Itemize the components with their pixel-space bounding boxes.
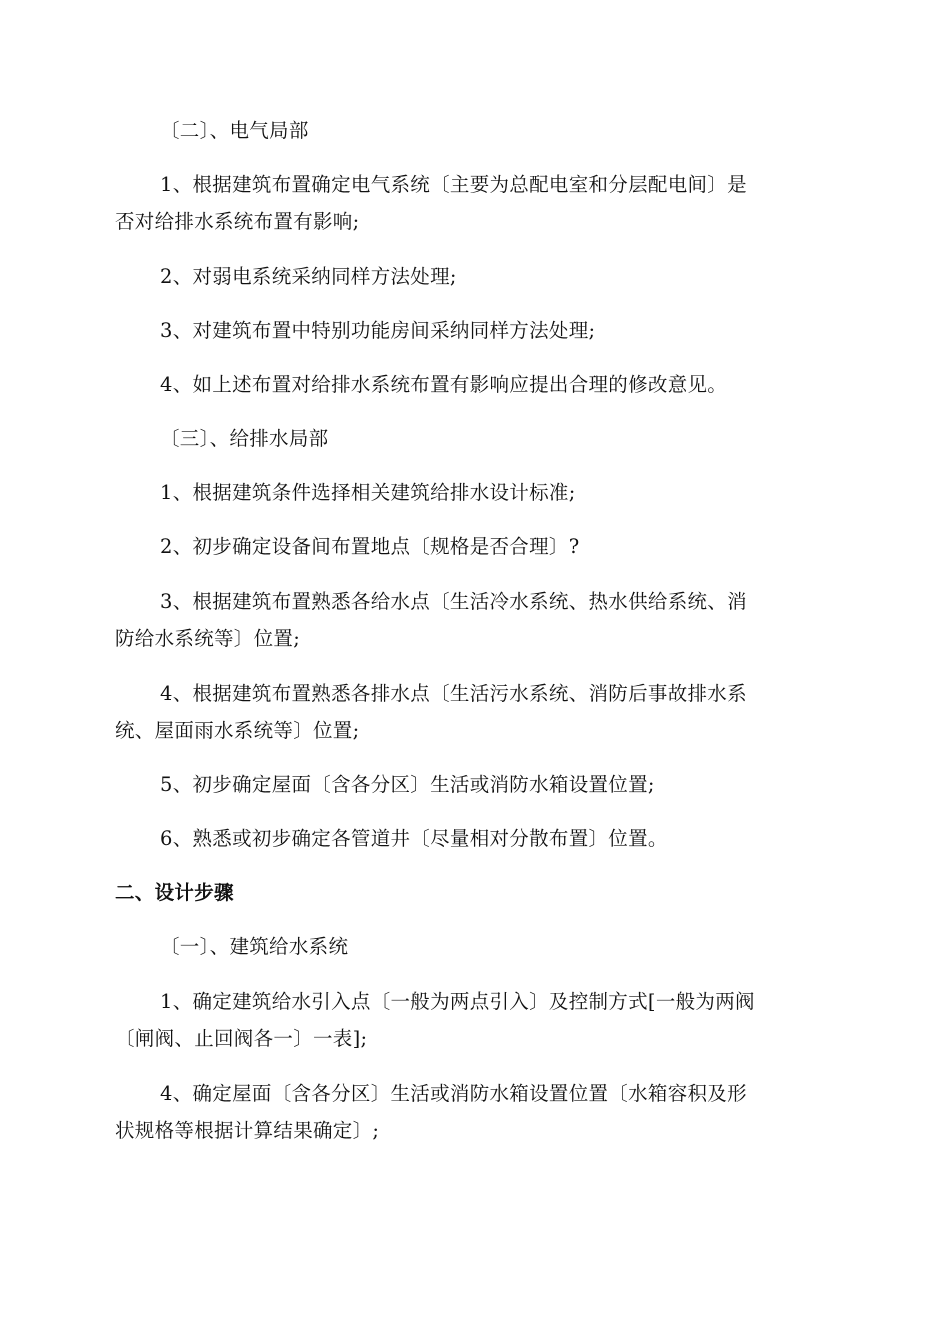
paragraph-line: 5、初步确定屋面〔含各分区〕生活或消防水箱设置位置; <box>160 773 655 796</box>
paragraph-line: 统、屋面雨水系统等〕位置; <box>115 719 360 742</box>
paragraph-line: 3、对建筑布置中特别功能房间采纳同样方法处理; <box>160 319 596 342</box>
section-heading-water-supply: 〔一〕、建筑给水系统 <box>160 935 349 958</box>
paragraph-line: 6、熟悉或初步确定各管道井〔尽量相对分散布置〕位置。 <box>160 827 668 850</box>
paragraph-line: 4、根据建筑布置熟悉各排水点〔生活污水系统、消防后事故排水系 <box>160 682 747 705</box>
paragraph-line: 1、根据建筑条件选择相关建筑给排水设计标准; <box>160 481 576 504</box>
paragraph-line: 〔闸阀、止回阀各一〕一表]; <box>115 1027 368 1050</box>
paragraph-line: 4、如上述布置对给排水系统布置有影响应提出合理的修改意见。 <box>160 373 728 396</box>
paragraph-line: 否对给排水系统布置有影响; <box>115 210 360 233</box>
paragraph-line: 3、根据建筑布置熟悉各给水点〔生活冷水系统、热水供给系统、消 <box>160 590 747 613</box>
paragraph-line: 状规格等根据计算结果确定〕; <box>115 1119 380 1142</box>
section-heading-electrical: 〔二〕、电气局部 <box>160 119 309 142</box>
paragraph-line: 防给水系统等〕位置; <box>115 627 301 650</box>
paragraph-line: 4、确定屋面〔含各分区〕生活或消防水箱设置位置〔水箱容积及形 <box>160 1082 747 1105</box>
paragraph-line: 2、初步确定设备间布置地点〔规格是否合理〕? <box>160 535 580 558</box>
paragraph-line: 1、确定建筑给水引入点〔一般为两点引入〕及控制方式[一般为两阀 <box>160 990 755 1013</box>
section-heading-water: 〔三〕、给排水局部 <box>160 427 329 450</box>
paragraph-line: 1、根据建筑布置确定电气系统〔主要为总配电室和分层配电间〕是 <box>160 173 747 196</box>
paragraph-line: 2、对弱电系统采纳同样方法处理; <box>160 265 457 288</box>
chapter-heading-design-steps: 二、设计步骤 <box>115 881 234 904</box>
